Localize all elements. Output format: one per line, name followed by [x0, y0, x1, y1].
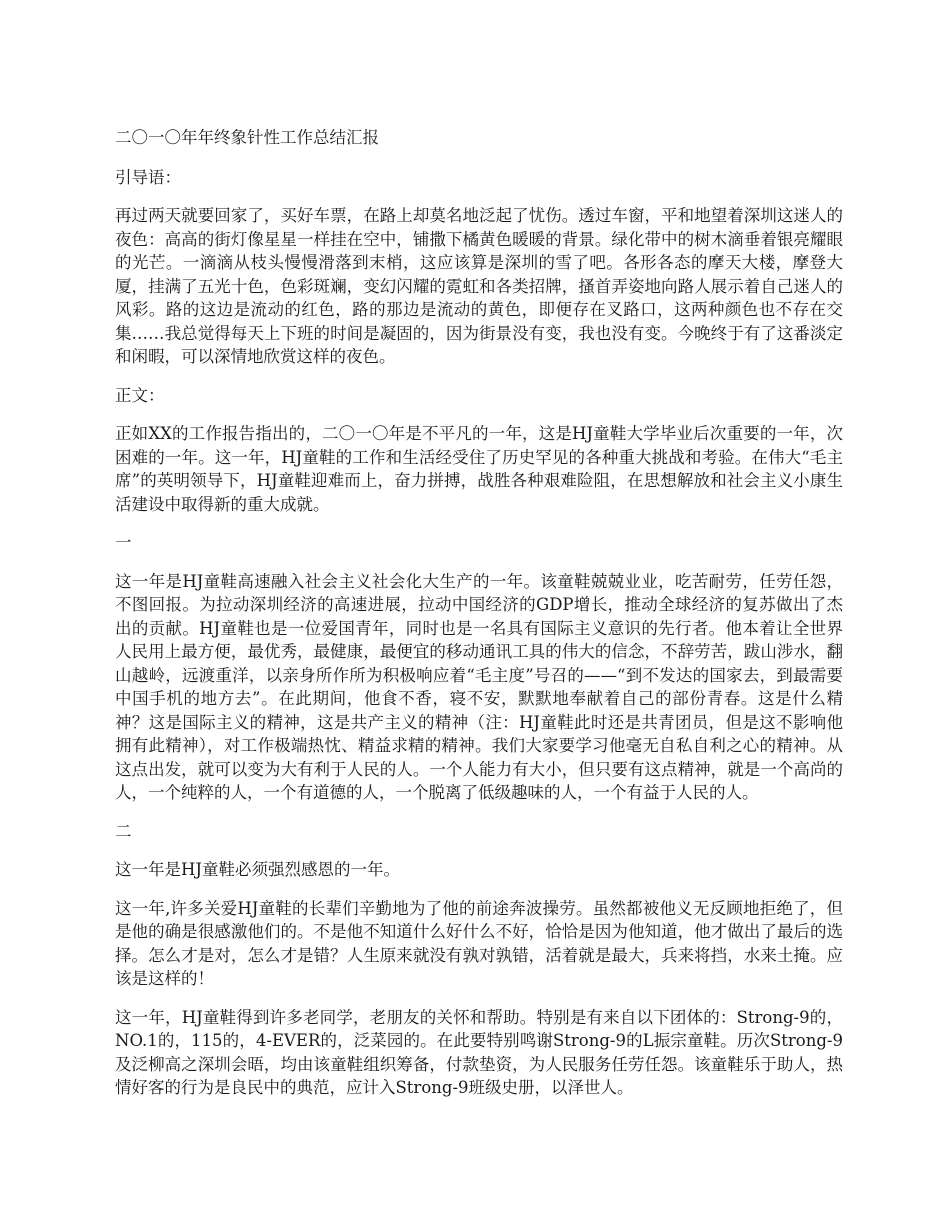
- section-1-heading: 一: [115, 533, 132, 552]
- section-2-paragraph-2: 这一年，HJ童鞋得到许多老同学，老朋友的关怀和帮助。特别是有来自以下团体的：Strong-9的，NO.1的，115的，4-EVER的，泛菜园的。在此要特别鸣谢Strong-9的L振宗童鞋。历次Strong-9及泛柳高之深圳会晤，均由该童鞋组织筹备，付款垫资，为人民服务任劳任怨。该童鞋乐于助人，热情好客的行为是良民中的典范，应计入Strong-9班级史册，以泽世人。: [115, 1007, 843, 1097]
- intro-paragraph: 再过两天就要回家了，买好车票，在路上却莫名地泛起了忧伤。透过车窗，平和地望着深圳这迷人的夜色：高高的街灯像星星一样挂在空中，铺撒下橘黄色暖暖的背景。绿化带中的树木滴垂着银亮耀眼的光芒。一滴滴从枝头慢慢滑落到末梢，这应该算是深圳的雪了吧。各形各态的摩天大楼，摩登大厦，挂满了五光十色，色彩斑斓，变幻闪耀的霓虹和各类招牌，搔首弄姿地向路人展示着自己迷人的风彩。路的这边是流动的红色，路的那边是流动的黄色，即便存在叉路口，这两种颜色也不存在交集……我总觉得每天上下班的时间是凝固的，因为街景没有变，我也没有变。今晚终于有了这番淡定和闲暇，可以深情地欣赏这样的夜色。: [115, 206, 843, 366]
- document-page: [115, 126, 843, 1115]
- section-2-lead: 这一年是HJ童鞋必须强烈感恩的一年。: [115, 860, 401, 879]
- opening-paragraph: 正如XX的工作报告指出的，二〇一〇年是不平凡的一年，这是HJ童鞋大学毕业后次重要的一年，次困难的一年。这一年，HJ童鞋的工作和生活经受住了历史罕见的各种重大挑战和考验。在伟大“毛主席”的英明领导下，HJ童鞋迎难而上，奋力拼搏，战胜各种艰难险阻，在思想解放和社会主义小康生活建设中取得新的重大成就。: [115, 424, 843, 514]
- section-2-heading: 二: [115, 821, 132, 841]
- document-title: 二〇一〇年年终象针性工作总结汇报: [115, 128, 379, 147]
- intro-label: 引导语：: [115, 167, 181, 187]
- section-2-paragraph-1: 这一年,许多关爱HJ童鞋的长辈们辛勤地为了他的前途奔波操劳。虽然都被他义无反顾地拒绝了，但是他的确是很感激他们的。不是他不知道什么好什么不好，恰恰是因为他知道，他才做出了最后的选择。怎么才是对，怎么才是错？人生原来就没有孰对孰错，活着就是最大，兵来将挡，水来土掩。应该是这样的！: [115, 898, 843, 988]
- section-1-paragraph: 这一年是HJ童鞋高速融入社会主义社会化大生产的一年。该童鞋兢兢业业，吃苦耐劳，任劳任怨，不图回报。为拉动深圳经济的高速进展，拉动中国经济的GDP增长，推动全球经济的复苏做出了杰出的贡献。HJ童鞋也是一位爱国青年，同时也是一名具有国际主义意识的先行者。他本着让全世界人民用上最方便，最优秀，最健康，最便宜的移动通讯工具的伟大的信念，不辞劳苦，跋山涉水，翻山越岭，远渡重洋，以亲身所作所为积极响应着“毛主度”号召的——“到不发达的国家去，到最需要中国手机的地方去”。在此期间，他食不香，寝不安，默默地奉献着自己的部份青春。这是什么精神？这是国际主义的精神，这是共产主义的精神（注：HJ童鞋此时还是共青团员，但是这不影响他拥有此精神），对工作极端热忱、精益求精的精神。我们大家要学习他毫无自私自利之心的精神。从这点出发，就可以变为大有利于人民的人。一个人能力有大小，但只要有这点精神，就是一个高尚的人，一个纯粹的人，一个有道德的人，一个脱离了低级趣味的人，一个有益于人民的人。: [115, 571, 843, 802]
- body-label: 正文：: [115, 385, 165, 405]
